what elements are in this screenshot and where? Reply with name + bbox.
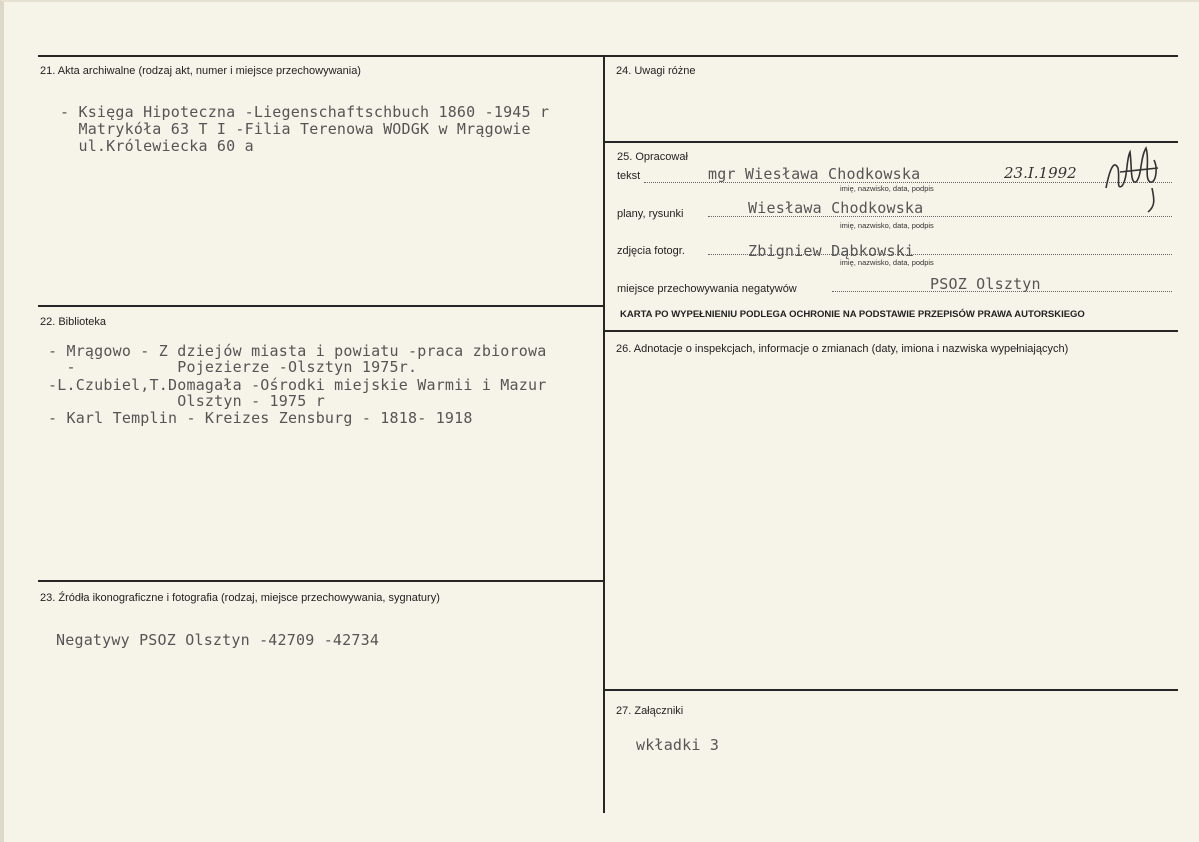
rule-21-22 — [38, 305, 604, 307]
tekst-label: tekst — [617, 170, 641, 182]
section-26-label: 26. Adnotacje o inspekcjach, informacje o zmianach (daty, imiona i nazwiska wypełniających) — [616, 343, 1069, 355]
signature-icon — [1100, 138, 1164, 218]
zdjecia-hint: imię, nazwisko, data, podpis — [840, 258, 934, 267]
negatywy-label: miejsce przechowywania negatywów — [617, 283, 797, 295]
rule-26-27 — [604, 689, 1178, 691]
section-21-line-3: ul.Królewiecka 60 a — [60, 137, 254, 155]
section-21-line-2: Matrykóła 63 T I -Filia Terenowa WODGK w Mrągowie — [60, 120, 531, 138]
section-23-text: Negatywy PSOZ Olsztyn -42709 -42734 — [56, 631, 380, 649]
section-21-line-1: - Księga Hipoteczna -Liegenschaftschbuch 1860 -1945 r — [60, 103, 550, 121]
section-22-line-5: - Karl Templin - Kreizes Zensburg - 1818- 1918 — [48, 409, 473, 427]
rule-24-25 — [604, 141, 1178, 143]
negatywy-value: PSOZ Olsztyn — [930, 275, 1041, 293]
plany-label: plany, rysunki — [617, 208, 684, 220]
section-22-line-4: Olsztyn - 1975 r — [48, 392, 325, 410]
zdjecia-value: Zbigniew Dąbkowski — [748, 242, 915, 260]
section-22-line-2: - Pojezierze -Olsztyn 1975r. — [48, 358, 418, 376]
section-25-label: 25. Opracował — [617, 151, 688, 163]
plany-hint: imię, nazwisko, data, podpis — [840, 221, 934, 230]
plany-value: Wiesława Chodkowska — [748, 199, 924, 217]
section-23-label: 23. Źródła ikonograficzne i fotografia (rodzaj, miejsce przechowywania, sygnatury) — [40, 592, 440, 604]
section-21-label: 21. Akta archiwalne (rodzaj akt, numer i miejsce przechowywania) — [40, 65, 361, 77]
copyright-notice: KARTA PO WYPEŁNIENIU PODLEGA OCHRONIE NA PODSTAWIE PRZEPISÓW PRAWA AUTORSKIEGO — [620, 309, 1085, 320]
tekst-hint: imię, nazwisko, data, podpis — [840, 184, 934, 193]
tekst-date: 23.I.1992 — [1004, 164, 1077, 182]
top-rule — [38, 55, 1178, 57]
section-27-label: 27. Załączniki — [616, 705, 684, 717]
tekst-value: mgr Wiesława Chodkowska — [708, 165, 921, 183]
column-divider — [603, 55, 605, 813]
zdjecia-label: zdjęcia fotogr. — [617, 245, 685, 257]
rule-25-26 — [604, 330, 1178, 332]
section-22-line-1: - Mrągowo - Z dziejów miasta i powiatu -praca zbiorowa — [48, 342, 547, 360]
section-27-text: wkładki 3 — [636, 736, 720, 754]
section-22-line-3: -L.Czubiel,T.Domagała -Ośrodki miejskie Warmii i Mazur — [48, 376, 547, 394]
rule-22-23 — [38, 580, 604, 582]
section-22-label: 22. Biblioteka — [40, 316, 107, 328]
section-24-label: 24. Uwagi różne — [616, 65, 696, 77]
